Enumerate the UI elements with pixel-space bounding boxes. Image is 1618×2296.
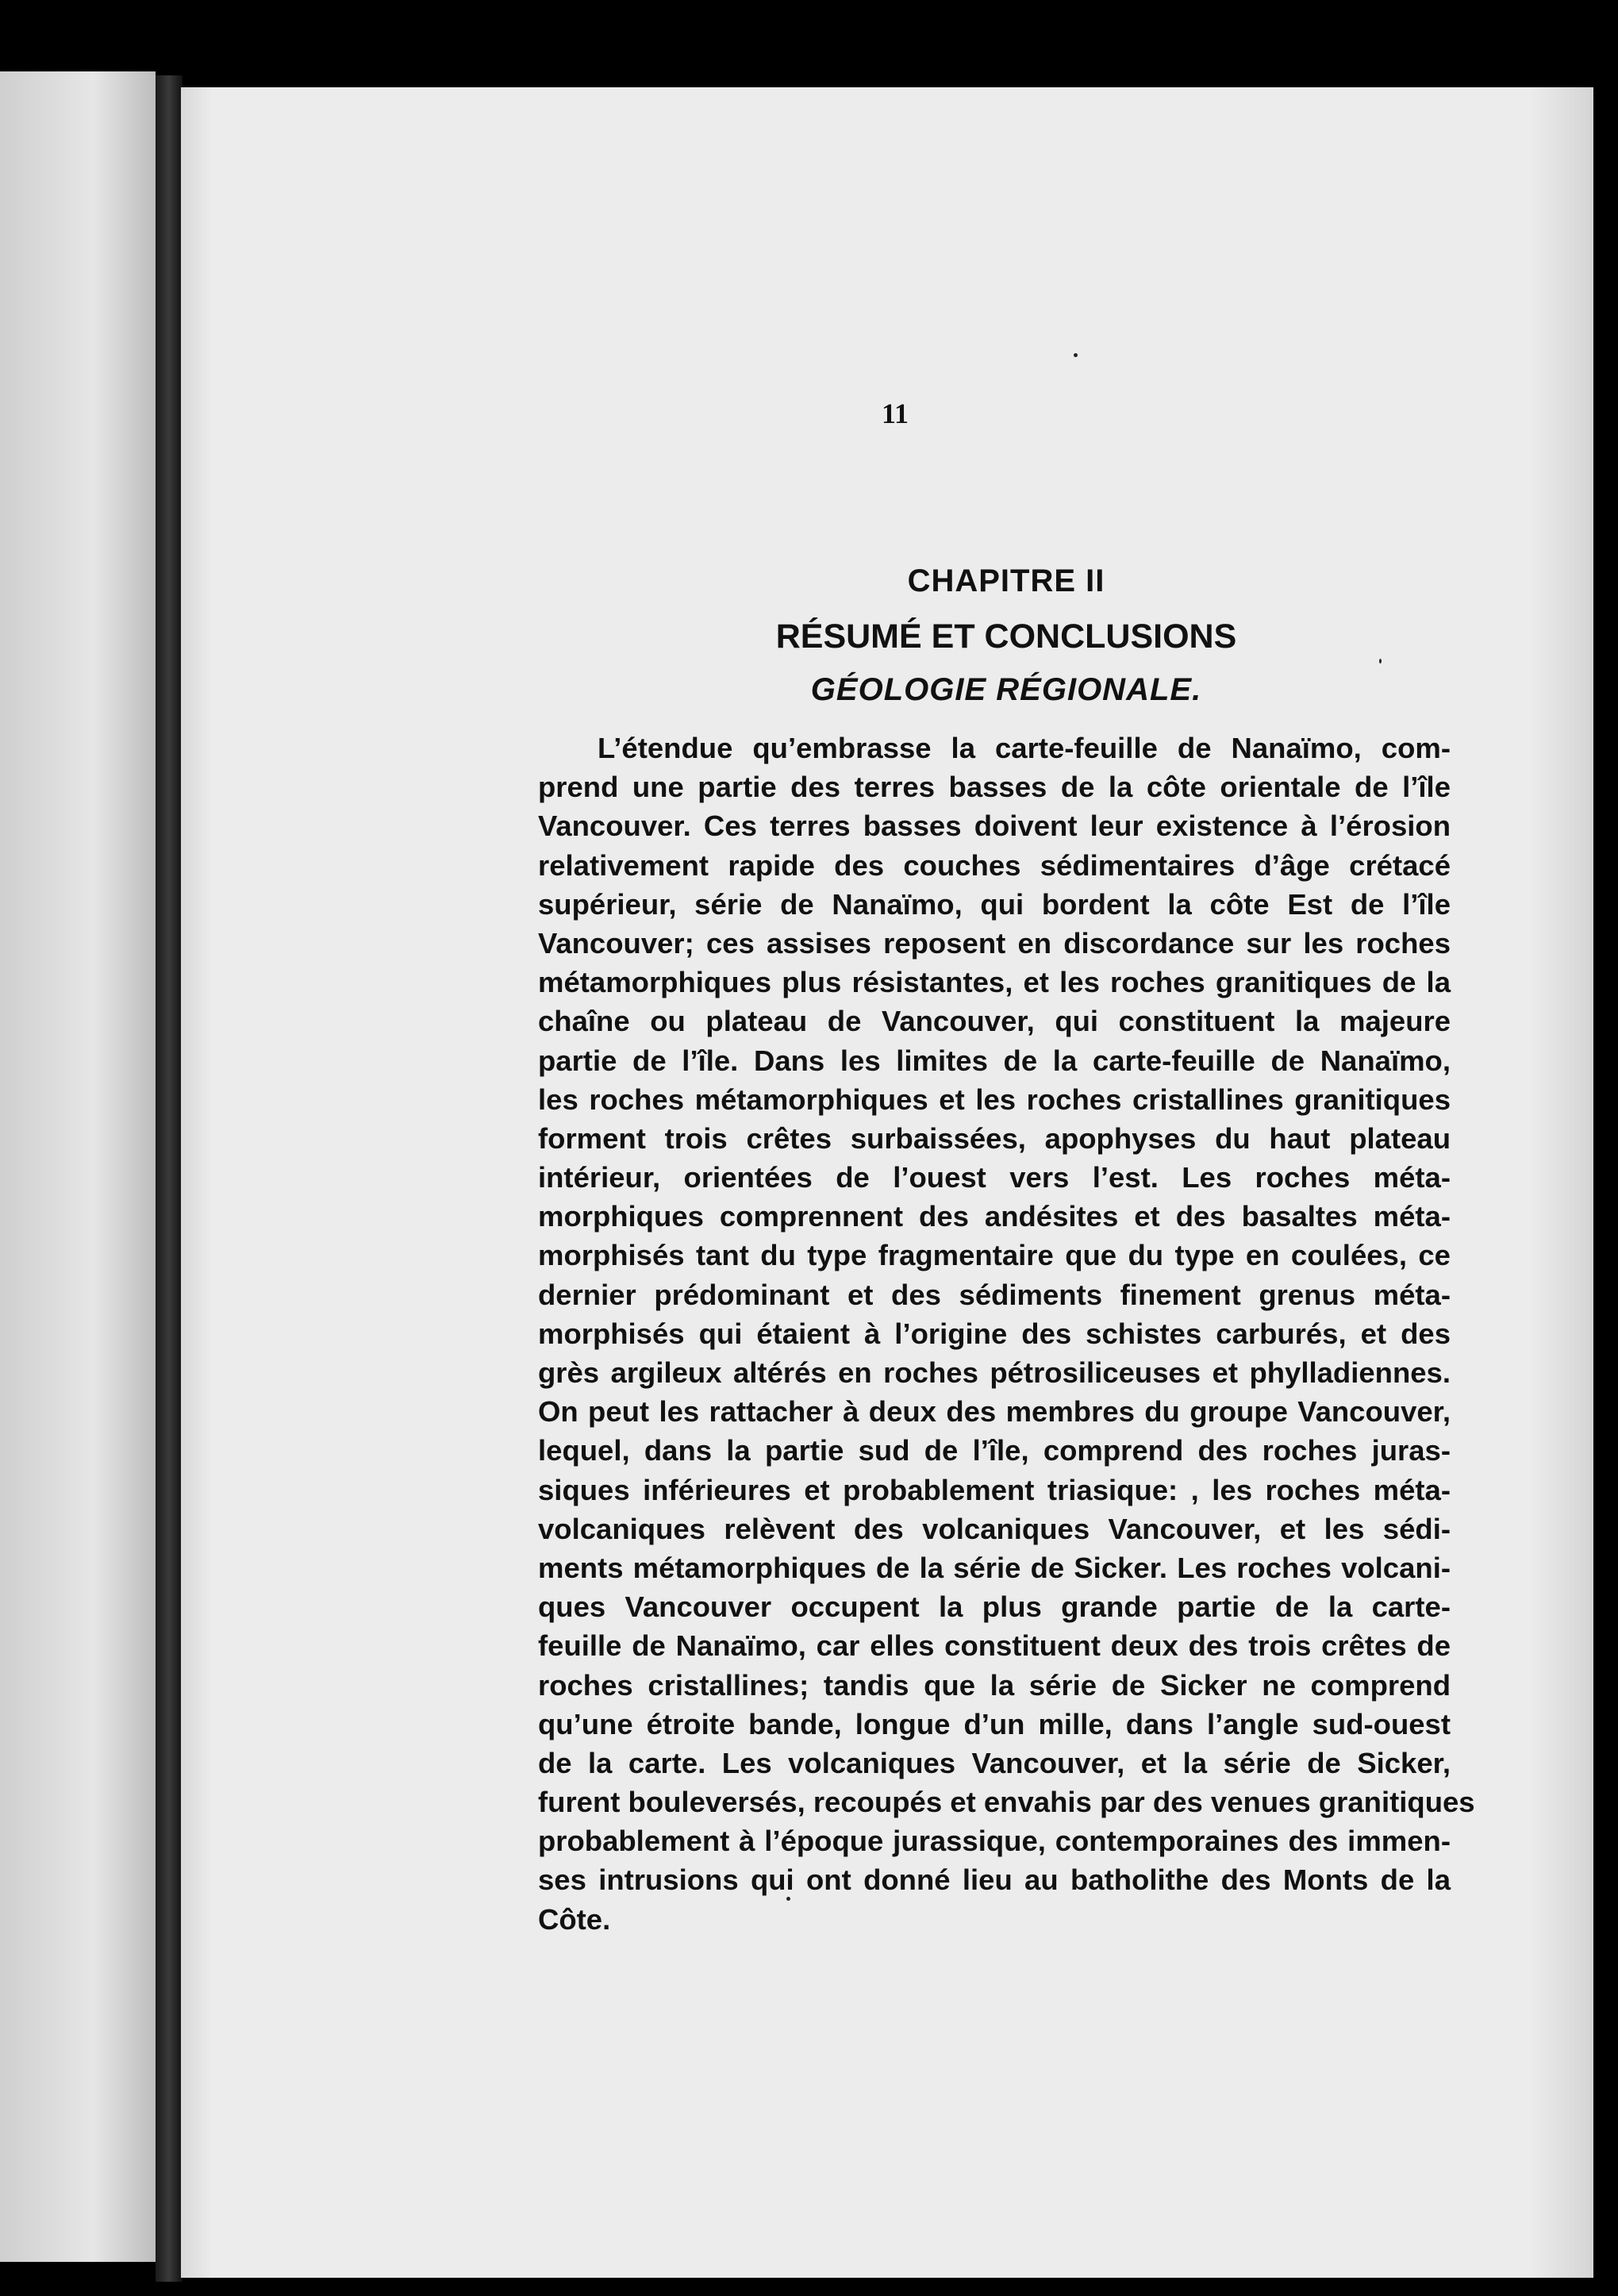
dust-speck — [786, 1897, 790, 1901]
dust-speck — [1074, 353, 1078, 357]
text-line: siques inférieures et probablement triasique: , les roches méta- — [538, 1473, 1451, 1506]
text-line: partie de l’île. Dans les limites de la carte-feuille de Nanaïmo, — [538, 1044, 1451, 1077]
text-line: Vancouver; ces assises reposent en discordance sur les roches — [538, 926, 1451, 960]
text-line: de la carte. Les volcaniques Vancouver, et la série de Sicker, — [538, 1746, 1451, 1779]
text-line: les roches métamorphiques et les roches cristallines granitiques — [538, 1083, 1451, 1116]
document-page — [181, 87, 1593, 2278]
text-line: supérieur, série de Nanaïmo, qui bordent la côte Est de l’île — [538, 887, 1451, 921]
previous-page-edge — [0, 71, 156, 2262]
section-subheading: GÉOLOGIE RÉGIONALE. — [810, 672, 1202, 707]
text-line: furent bouleversés, recoupés et envahis par des venues granitiques — [538, 1786, 1475, 1819]
text-line: Vancouver. Ces terres basses doivent leur existence à l’érosion — [538, 810, 1451, 843]
text-line: chaîne ou plateau de Vancouver, qui constituent la majeure — [538, 1005, 1451, 1038]
text-line: probablement à l’époque jurassique, contemporaines des immen- — [538, 1825, 1451, 1858]
text-line: forment trois crêtes surbaissées, apophyses du haut plateau — [538, 1121, 1451, 1155]
text-line: Côte. — [538, 1902, 611, 1936]
text-line: ments métamorphiques de la série de Sicker. Les roches volcani- — [538, 1551, 1451, 1584]
text-line: intérieur, orientées de l’ouest vers l’est. Les roches méta- — [538, 1161, 1451, 1194]
body-paragraph — [538, 729, 1475, 1939]
text-line: morphisés tant du type fragmentaire que du type en coulées, ce — [538, 1239, 1451, 1272]
text-line: qu’une étroite bande, longue d’un mille, dans l’angle sud-ouest — [538, 1707, 1451, 1740]
text-line: L’étendue qu’embrasse la carte-feuille de Nanaïmo, com- — [598, 732, 1451, 764]
text-line: grès argileux altérés en roches pétrosiliceuses et phylladiennes. — [538, 1356, 1451, 1389]
text-line: morphiques comprennent des andésites et des basaltes méta- — [538, 1200, 1451, 1233]
text-line: On peut les rattacher à deux des membres du groupe Vancouver, — [538, 1395, 1451, 1429]
page-gutter — [156, 75, 183, 2282]
chapter-title: CHAPITRE II — [907, 563, 1105, 598]
text-line: métamorphiques plus résistantes, et les roches granitiques de la — [538, 966, 1451, 999]
text-line: ques Vancouver occupent la plus grande partie de la carte- — [538, 1590, 1451, 1624]
text-line: lequel, dans la partie sud de l’île, comprend des roches juras- — [538, 1434, 1451, 1467]
text-line: morphisés qui étaient à l’origine des schistes carburés, et des — [538, 1317, 1451, 1350]
text-line: roches cristallines; tandis que la série de Sicker ne comprend — [538, 1668, 1451, 1702]
text-line: prend une partie des terres basses de la côte orientale de l’île — [538, 771, 1451, 804]
text-line: volcaniques relèvent des volcaniques Vancouver, et les sédi- — [538, 1512, 1451, 1545]
text-line: relativement rapide des couches sédimentaires d’âge crétacé — [538, 848, 1451, 882]
section-heading: RÉSUMÉ ET CONCLUSIONS — [775, 617, 1237, 656]
text-line: feuille de Nanaïmo, car elles constituent deux des trois crêtes de — [538, 1629, 1451, 1663]
page-number: 11 — [881, 398, 909, 429]
text-line: ses intrusions qui ont donné lieu au batholithe des Monts de la — [538, 1863, 1451, 1897]
text-line: dernier prédominant et des sédiments finement grenus méta- — [538, 1278, 1451, 1311]
dust-speck — [1379, 659, 1382, 663]
